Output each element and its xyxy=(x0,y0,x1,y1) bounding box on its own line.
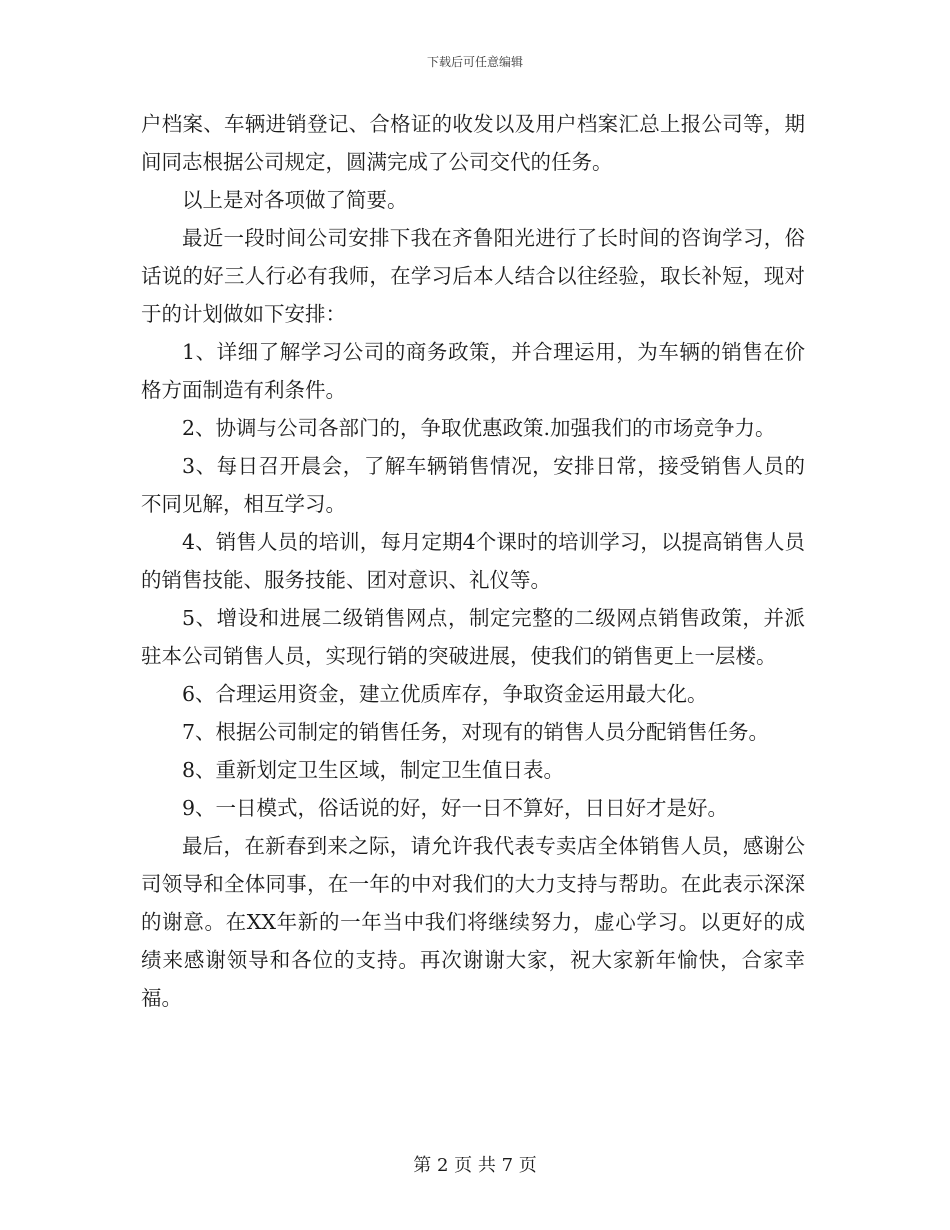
plan-item-9: 9、一日模式，俗话说的好，好一日不算好，日日好才是好。 xyxy=(182,796,729,820)
paragraph-plan-intro: 最近一段时间公司安排下我在齐鲁阳光进行了长时间的咨询学习，俗话说的好三人行必有我师，在学习后本人结合以往经验，取长补短，现对于的计划做如下安排： xyxy=(141,226,805,326)
page-header-note: 下载后可任意编辑 xyxy=(426,55,523,69)
plan-item-1: 1、详细了解学习公司的商务政策，并合理运用，为车辆的销售在价格方面制造有利条件。 xyxy=(141,340,805,402)
paragraph-continuation: 户档案、车辆进销登记、合格证的收发以及用户档案汇总上报公司等，期间同志根据公司规定，圆满完成了公司交代的任务。 xyxy=(141,112,805,174)
document-body xyxy=(141,105,805,1017)
page-number-footer xyxy=(0,1154,950,1178)
plan-item-8: 8、重新划定卫生区域，制定卫生值日表。 xyxy=(182,758,565,782)
paragraph-summary: 以上是对各项做了简要。 xyxy=(182,188,408,212)
plan-item-7: 7、根据公司制定的销售任务，对现有的销售人员分配销售任务。 xyxy=(182,720,770,744)
plan-item-3: 3、每日召开晨会，了解车辆销售情况，安排日常，接受销售人员的不同见解，相互学习。 xyxy=(141,454,805,516)
paragraph-closing: 最后，在新春到来之际，请允许我代表专卖店全体销售人员，感谢公司领导和全体同事，在一年的中对我们的大力支持与帮助。在此表示深深的谢意。在XX年新的一年当中我们将继续努力，虚心学习。以更好的成绩来感谢领导和各位的支持。再次谢谢大家，祝大家新年愉快，合家幸福。 xyxy=(141,834,805,1010)
plan-item-2: 2、协调与公司各部门的，争取优惠政策.加强我们的市场竞争力。 xyxy=(182,416,776,440)
plan-item-6: 6、合理运用资金，建立优质库存，争取资金运用最大化。 xyxy=(182,682,708,706)
plan-item-5: 5、增设和进展二级销售网点，制定完整的二级网点销售政策，并派驻本公司销售人员，实现行销的突破进展，使我们的销售更上一层楼。 xyxy=(141,606,805,668)
page-number-label: 第 2 页 共 7 页 xyxy=(413,1155,537,1176)
plan-item-4: 4、销售人员的培训，每月定期4个课时的培训学习，以提高销售人员的销售技能、服务技能、团对意识、礼仪等。 xyxy=(141,530,805,592)
